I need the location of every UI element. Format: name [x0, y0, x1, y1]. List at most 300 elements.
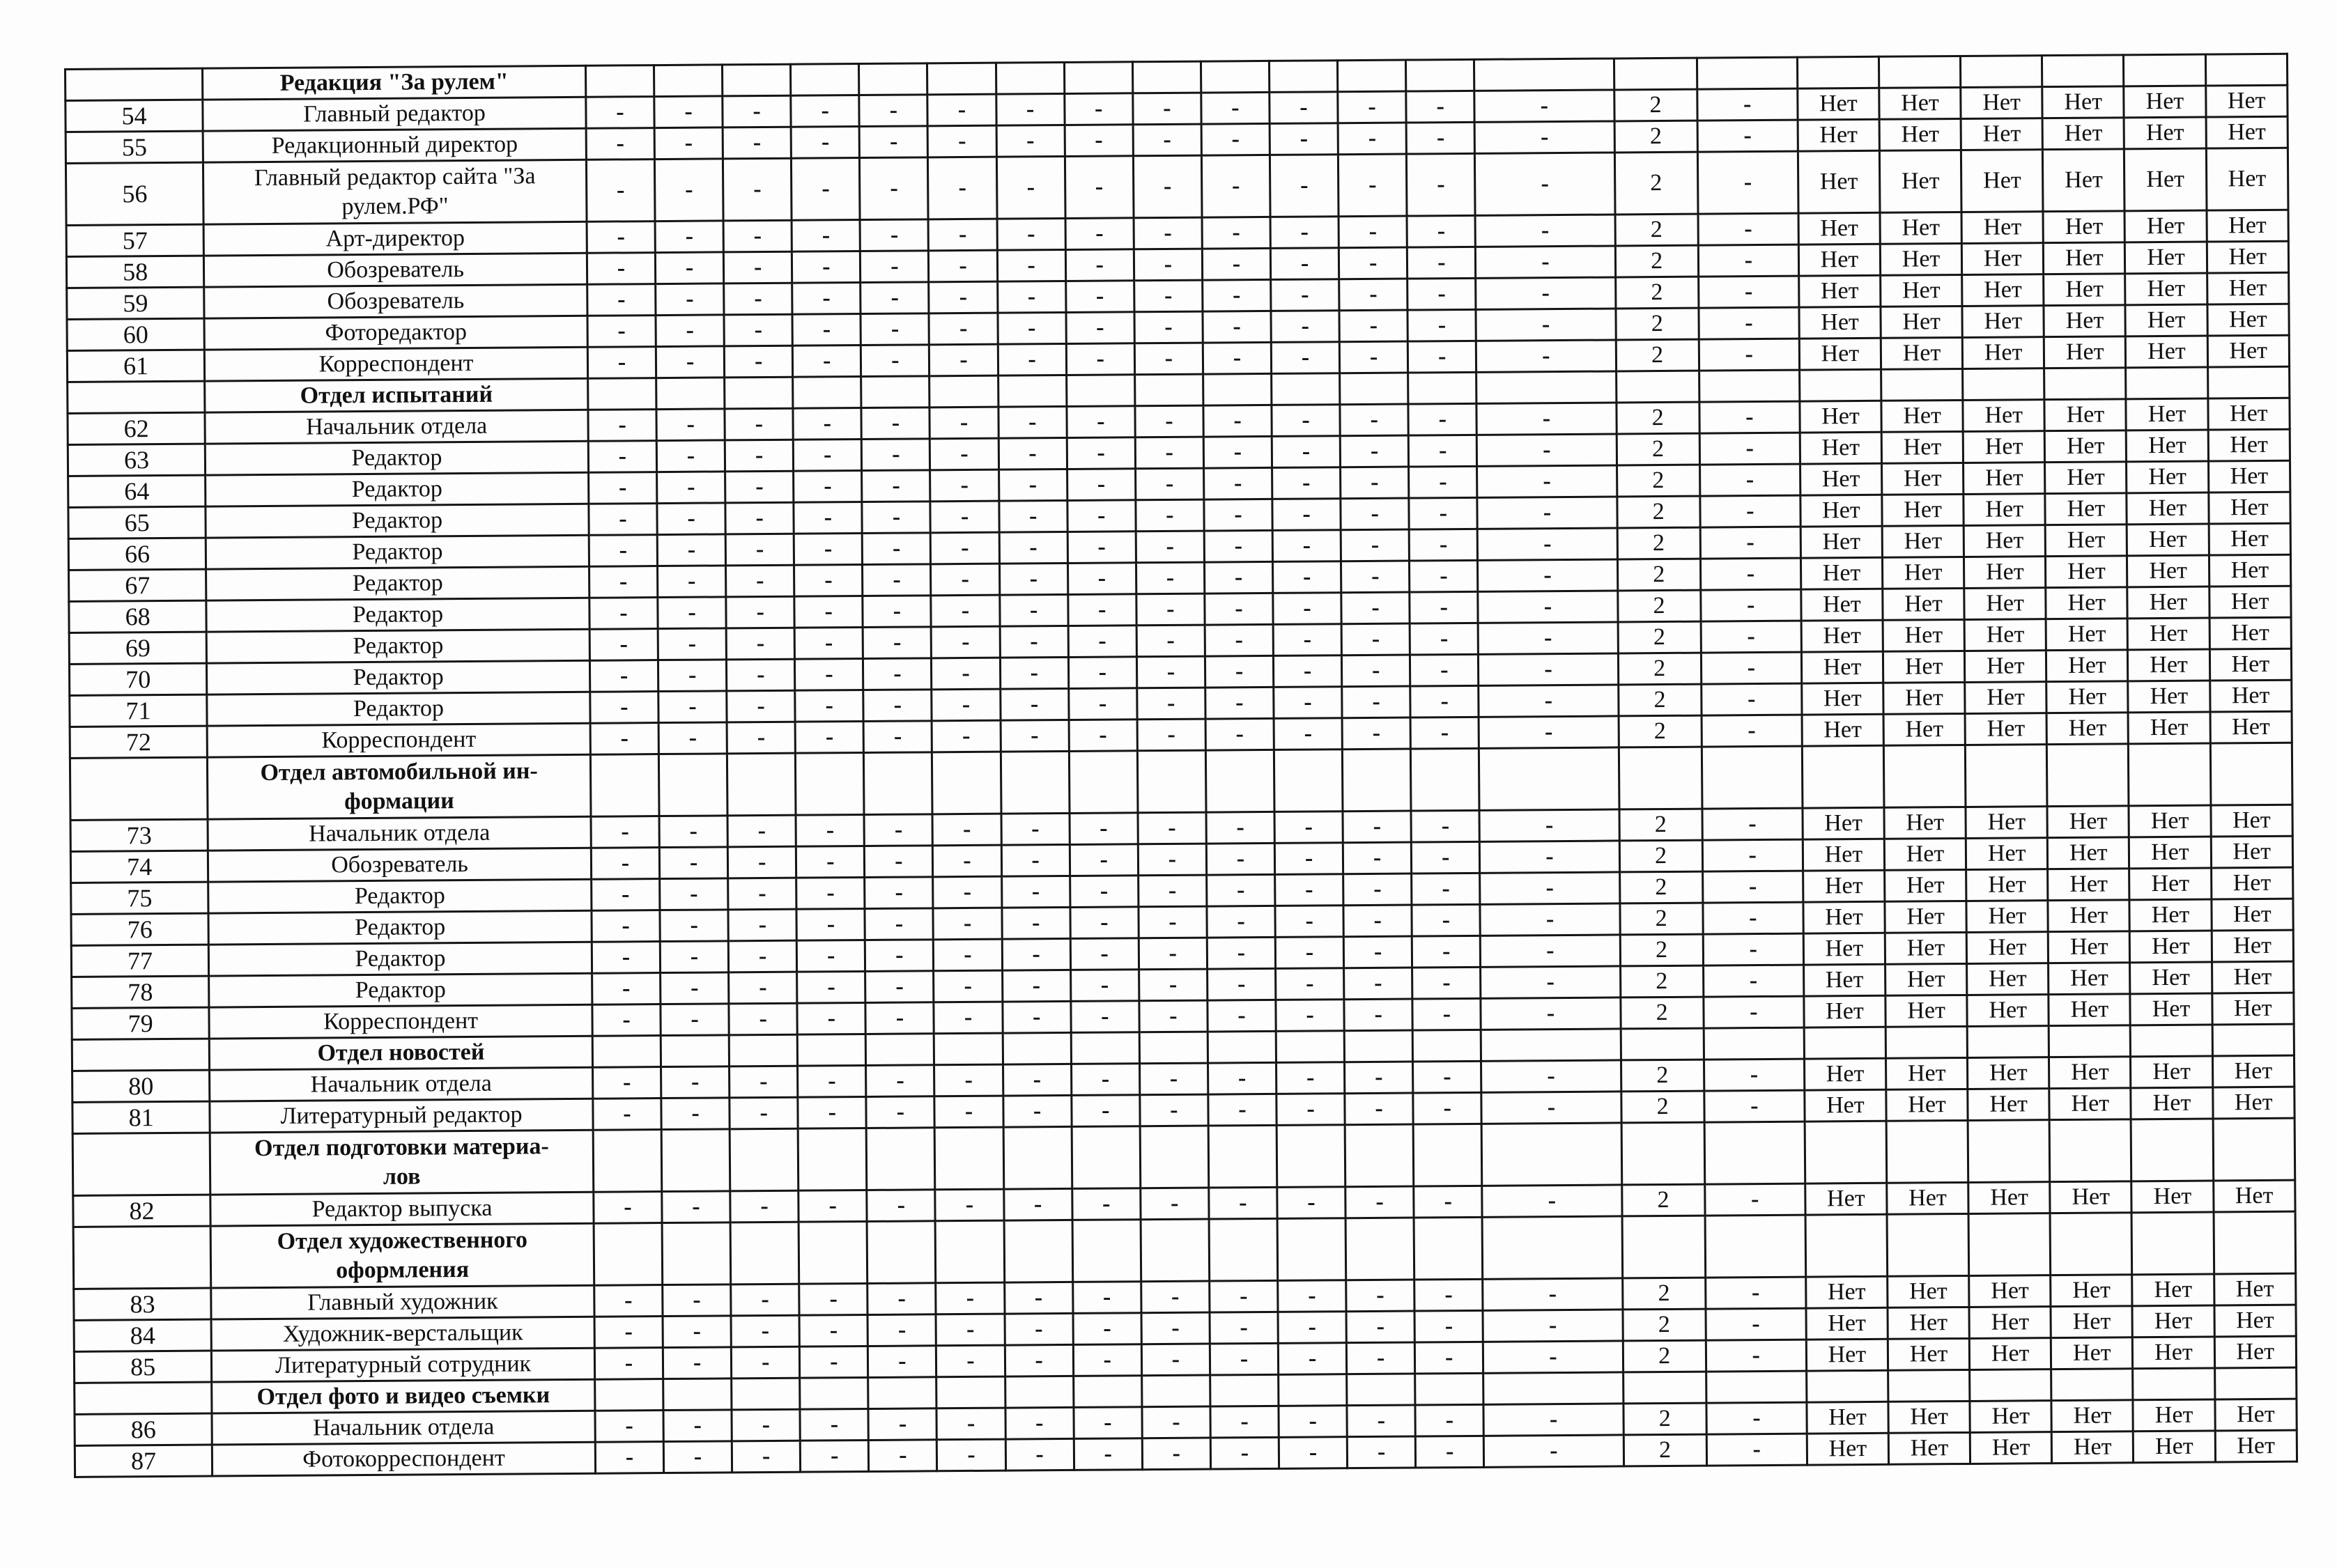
net-cell: Нет: [2128, 712, 2209, 744]
net-cell: Нет: [1879, 87, 1961, 119]
row-number-cell: 54: [65, 100, 203, 132]
dash-cell: -: [1001, 876, 1070, 908]
dash-cell: -: [730, 1097, 798, 1129]
dash-cell: -: [663, 1316, 731, 1348]
net-cell: Нет: [1965, 713, 2046, 745]
net-cell: [2212, 1024, 2294, 1056]
dash-cell: -: [1343, 874, 1412, 906]
row-number-cell: [65, 68, 203, 100]
dash-cell: -: [732, 1409, 800, 1441]
dash-cell: -: [1134, 280, 1202, 312]
net-cell: Нет: [1883, 713, 1965, 745]
dash-cell: -: [586, 97, 654, 129]
dash-cell: -: [867, 1314, 936, 1346]
dash-cell: -: [1704, 996, 1804, 1028]
dash-cell: [1479, 747, 1619, 810]
net-cell: Нет: [1882, 463, 1964, 495]
row-number-cell: 78: [72, 976, 210, 1008]
dash-cell: -: [1410, 591, 1478, 623]
dash-cell: -: [725, 408, 793, 440]
position-name-cell: Начальник отдела: [208, 816, 591, 851]
dash-cell: -: [1003, 1188, 1072, 1220]
dash-cell: -: [730, 1190, 799, 1222]
dash-cell: -: [1479, 685, 1619, 717]
section-title-line: Отдел подготовки материа-: [254, 1133, 549, 1162]
dash-cell: -: [1408, 435, 1476, 467]
dash-cell: -: [998, 406, 1067, 438]
net-cell: Нет: [1885, 963, 1967, 995]
dash-cell: [1072, 1126, 1141, 1189]
class-value-cell: 2: [1619, 871, 1702, 903]
dash-cell: -: [1208, 1062, 1276, 1094]
class-value-cell: 2: [1621, 1184, 1704, 1216]
dash-cell: -: [1141, 1188, 1209, 1220]
net-cell: Нет: [2050, 1181, 2131, 1213]
net-cell: Нет: [1886, 1057, 1968, 1089]
position-name-cell: Редактор: [206, 598, 589, 632]
net-cell: [2214, 1367, 2297, 1399]
dash-cell: -: [1408, 403, 1476, 435]
net-cell: Нет: [2124, 86, 2205, 118]
dash-cell: -: [996, 125, 1065, 157]
net-cell: Нет: [2207, 398, 2290, 430]
class-value-cell: 2: [1620, 934, 1703, 966]
net-cell: Нет: [1800, 401, 1881, 433]
net-cell: [1885, 1026, 1967, 1058]
net-cell: [2049, 1119, 2131, 1182]
net-cell: Нет: [2051, 1337, 2133, 1369]
class-value-cell: 2: [1623, 1434, 1706, 1466]
dash-cell: -: [1412, 967, 1481, 999]
dash-cell: -: [1338, 123, 1406, 155]
dash-cell: -: [1005, 1344, 1073, 1376]
dash-cell: -: [1702, 839, 1803, 871]
net-cell: Нет: [1884, 807, 1966, 839]
dash-cell: -: [594, 1317, 663, 1349]
net-cell: [2124, 54, 2205, 86]
net-cell: Нет: [2212, 961, 2294, 993]
dash-cell: -: [1070, 876, 1138, 908]
dash-cell: -: [1476, 340, 1617, 372]
dash-cell: -: [723, 158, 792, 221]
dash-cell: -: [725, 440, 793, 472]
net-cell: Нет: [1881, 431, 1963, 463]
net-cell: Нет: [1800, 463, 1881, 495]
dash-cell: [1408, 372, 1476, 404]
dash-cell: [1004, 1220, 1073, 1282]
row-number-cell: 74: [70, 851, 208, 883]
dash-cell: -: [800, 1346, 868, 1378]
net-cell: Нет: [2129, 899, 2211, 931]
dash-cell: -: [655, 252, 723, 284]
dash-cell: -: [1069, 720, 1137, 752]
net-cell: Нет: [2212, 1087, 2294, 1119]
dash-cell: -: [1068, 657, 1136, 689]
dash-cell: -: [1701, 621, 1801, 653]
dash-cell: [932, 752, 1001, 814]
dash-cell: [1140, 1126, 1209, 1188]
dash-cell: -: [1414, 1279, 1483, 1311]
net-cell: Нет: [1803, 901, 1885, 933]
dash-cell: -: [1005, 1313, 1073, 1345]
dash-cell: -: [594, 1348, 663, 1380]
net-cell: Нет: [2208, 429, 2290, 461]
row-number-cell: 81: [72, 1101, 210, 1133]
dash-cell: [1474, 59, 1614, 91]
dash-cell: -: [1072, 1095, 1140, 1127]
dash-cell: -: [864, 814, 932, 846]
dash-cell: -: [1414, 1310, 1483, 1342]
dash-cell: -: [865, 1002, 934, 1034]
dash-cell: -: [1340, 404, 1408, 436]
dash-cell: -: [1339, 154, 1407, 217]
net-cell: Нет: [2049, 963, 2130, 995]
net-cell: Нет: [1883, 557, 1964, 589]
dash-cell: -: [936, 1282, 1004, 1314]
dash-cell: -: [930, 501, 998, 533]
net-cell: Нет: [2046, 650, 2128, 682]
row-number-cell: [70, 757, 208, 820]
dash-cell: -: [727, 722, 795, 754]
net-cell: Нет: [2128, 681, 2209, 713]
net-cell: [1879, 56, 1960, 88]
dash-cell: -: [1700, 495, 1800, 527]
row-number-cell: 65: [68, 506, 206, 538]
dash-cell: [1704, 1027, 1804, 1059]
dash-cell: [1406, 59, 1474, 91]
dash-cell: -: [658, 691, 727, 723]
dash-cell: -: [1067, 500, 1136, 532]
dash-cell: -: [1070, 938, 1139, 970]
net-cell: Нет: [2212, 993, 2294, 1025]
dash-cell: -: [794, 628, 863, 660]
net-cell: Нет: [2130, 993, 2212, 1025]
net-cell: Нет: [1969, 1338, 2051, 1370]
dash-cell: [1203, 373, 1272, 405]
dash-cell: -: [728, 878, 796, 910]
dash-cell: -: [1134, 217, 1202, 249]
net-cell: Нет: [2049, 994, 2130, 1026]
dash-cell: -: [663, 1284, 731, 1317]
dash-cell: -: [1341, 529, 1409, 561]
dash-cell: -: [1002, 970, 1070, 1002]
net-cell: Нет: [1965, 651, 2046, 683]
dash-cell: -: [1270, 155, 1339, 217]
net-cell: Нет: [2129, 837, 2211, 869]
dash-cell: -: [932, 720, 1001, 752]
net-cell: Нет: [1970, 1432, 2051, 1464]
dash-cell: -: [589, 566, 657, 598]
net-cell: Нет: [1803, 964, 1885, 996]
class-value-cell: 2: [1614, 89, 1697, 121]
dash-cell: [663, 1379, 732, 1411]
net-cell: Нет: [1883, 651, 1964, 683]
dash-cell: -: [1480, 903, 1620, 936]
net-cell: Нет: [2125, 304, 2207, 336]
net-cell: Нет: [1802, 714, 1883, 746]
net-cell: Нет: [2048, 900, 2129, 932]
dash-cell: [654, 65, 723, 97]
net-cell: Нет: [1882, 525, 1964, 557]
dash-cell: -: [654, 159, 723, 222]
net-cell: Нет: [2212, 930, 2294, 962]
dash-cell: -: [794, 502, 862, 534]
row-number-cell: 77: [71, 945, 209, 977]
dash-cell: -: [1065, 249, 1134, 281]
dash-cell: -: [1699, 401, 1800, 433]
dash-cell: -: [1339, 341, 1407, 373]
dash-cell: -: [1071, 1001, 1139, 1033]
net-cell: Нет: [2131, 1181, 2213, 1213]
dash-cell: -: [1406, 91, 1474, 123]
dash-cell: -: [793, 346, 861, 378]
class-value-cell: 2: [1623, 1340, 1706, 1372]
dash-cell: -: [936, 1345, 1005, 1377]
dash-cell: -: [1480, 841, 1620, 873]
dash-cell: -: [590, 723, 658, 755]
class-value-cell: 2: [1618, 621, 1701, 653]
net-cell: [2132, 1212, 2214, 1275]
dash-cell: -: [1340, 435, 1408, 467]
dash-cell: -: [1202, 217, 1270, 249]
net-cell: Нет: [2125, 273, 2207, 305]
dash-cell: -: [1342, 655, 1410, 687]
net-cell: Нет: [2046, 556, 2127, 588]
dash-cell: [723, 64, 791, 96]
dash-cell: [1141, 1375, 1210, 1407]
dash-cell: -: [860, 219, 928, 251]
dash-cell: -: [1342, 686, 1410, 718]
dash-cell: [866, 1034, 934, 1066]
net-cell: Нет: [1961, 212, 2043, 244]
dash-cell: -: [861, 313, 929, 346]
row-number-cell: 86: [75, 1413, 213, 1445]
dash-cell: -: [592, 1067, 661, 1099]
dash-cell: [936, 1376, 1005, 1408]
dash-cell: -: [1407, 278, 1476, 310]
dash-cell: -: [1483, 1278, 1623, 1310]
dash-cell: -: [1346, 1342, 1414, 1374]
dash-cell: -: [663, 1441, 732, 1473]
dash-cell: -: [1407, 215, 1475, 247]
dash-cell: -: [661, 1066, 730, 1099]
dash-cell: -: [937, 1439, 1005, 1471]
dash-cell: -: [1005, 1438, 1074, 1470]
dash-cell: -: [862, 470, 930, 502]
net-cell: Нет: [2042, 118, 2124, 150]
net-cell: Нет: [1962, 243, 2044, 275]
position-name-cell: Редактор: [206, 535, 589, 569]
dash-cell: -: [1703, 902, 1803, 934]
row-number-cell: 67: [69, 569, 207, 601]
dash-cell: [1064, 62, 1132, 94]
dash-cell: -: [1697, 120, 1798, 152]
dash-cell: -: [658, 597, 726, 629]
net-cell: Нет: [1887, 1182, 1968, 1214]
dash-cell: -: [1481, 1060, 1621, 1092]
dash-cell: -: [934, 970, 1002, 1002]
position-name-cell: Главный редактор сайта "За рулем.РФ": [203, 160, 587, 224]
net-cell: Нет: [1807, 1433, 1888, 1465]
row-number-cell: [72, 1039, 210, 1071]
dash-cell: -: [1139, 938, 1207, 970]
dash-cell: [1476, 371, 1617, 403]
dash-cell: -: [1273, 593, 1341, 625]
class-value-cell: 2: [1620, 965, 1703, 998]
net-cell: [1887, 1213, 1969, 1276]
dash-cell: [1210, 1374, 1279, 1406]
class-value-cell: [1619, 747, 1702, 809]
net-cell: Нет: [2207, 335, 2290, 367]
net-cell: Нет: [2044, 242, 2125, 274]
dash-cell: -: [1409, 529, 1477, 561]
dash-cell: [1483, 1372, 1623, 1404]
dash-cell: -: [586, 160, 655, 222]
class-value-cell: 2: [1620, 997, 1703, 1029]
dash-cell: -: [656, 284, 724, 316]
net-cell: [2131, 1119, 2214, 1181]
dash-cell: -: [1412, 998, 1481, 1030]
dash-cell: -: [1138, 875, 1206, 907]
net-cell: [2126, 367, 2207, 399]
dash-cell: -: [1410, 717, 1479, 749]
dash-cell: -: [1346, 1311, 1414, 1343]
net-cell: [1966, 745, 2048, 807]
dash-cell: -: [1067, 469, 1135, 501]
net-cell: [2133, 1368, 2214, 1400]
dash-cell: [1342, 749, 1411, 812]
class-value-cell: [1623, 1372, 1706, 1404]
class-value-cell: 2: [1615, 277, 1698, 309]
dash-cell: -: [932, 689, 1000, 721]
net-cell: Нет: [1804, 1058, 1885, 1090]
dash-cell: [730, 1128, 799, 1191]
dash-cell: -: [929, 250, 997, 282]
dash-cell: [791, 64, 859, 96]
net-cell: Нет: [2211, 867, 2293, 899]
net-cell: Нет: [2128, 618, 2209, 650]
dash-cell: -: [861, 282, 929, 314]
dash-cell: -: [1481, 935, 1621, 967]
dash-cell: -: [1698, 276, 1798, 308]
dash-cell: -: [1414, 1186, 1482, 1218]
dash-cell: -: [657, 503, 725, 535]
dash-cell: [1412, 1030, 1481, 1062]
position-name-cell: Обозреватель: [208, 848, 592, 882]
net-cell: Нет: [1964, 494, 2045, 526]
dash-cell: -: [1277, 1094, 1345, 1126]
net-cell: Нет: [1807, 1402, 1888, 1434]
net-cell: [1883, 745, 1966, 807]
dash-cell: -: [661, 1098, 730, 1130]
dash-cell: -: [728, 940, 796, 972]
class-value-cell: 2: [1617, 590, 1700, 622]
dash-cell: -: [1481, 966, 1621, 998]
net-cell: Нет: [1880, 243, 1961, 275]
dash-cell: -: [1204, 561, 1272, 593]
net-cell: Нет: [2051, 1306, 2132, 1338]
section-title-line: лов: [383, 1163, 421, 1190]
dash-cell: -: [1478, 622, 1618, 654]
dash-cell: -: [1204, 499, 1272, 531]
dash-cell: -: [1481, 998, 1621, 1030]
dash-cell: -: [1274, 718, 1342, 750]
dash-cell: -: [1698, 244, 1798, 277]
dash-cell: [867, 1128, 936, 1190]
section-title-line: Отдел автомобильной ин-: [260, 758, 538, 786]
dash-cell: -: [1068, 688, 1136, 720]
dash-cell: -: [934, 939, 1002, 971]
row-number-cell: [75, 1382, 213, 1414]
net-cell: Нет: [2131, 1087, 2212, 1119]
net-cell: Нет: [2208, 460, 2290, 492]
dash-cell: -: [794, 534, 862, 566]
dash-cell: [593, 1130, 662, 1193]
position-name-cell: Фоторедактор: [204, 316, 587, 350]
dash-cell: -: [727, 846, 796, 878]
net-cell: Нет: [2051, 1275, 2132, 1307]
row-number-cell: [68, 381, 206, 413]
dash-cell: -: [1339, 247, 1407, 279]
dash-cell: -: [1276, 1000, 1344, 1032]
dash-cell: -: [801, 1440, 869, 1472]
net-cell: Нет: [2209, 649, 2292, 681]
dash-cell: -: [1702, 808, 1803, 840]
dash-cell: -: [1479, 653, 1619, 685]
dash-cell: [1345, 1124, 1414, 1187]
dash-cell: -: [1698, 213, 1798, 245]
net-cell: [1970, 1369, 2051, 1402]
row-number-cell: 76: [71, 913, 209, 945]
dash-cell: [1208, 1125, 1277, 1188]
net-cell: Нет: [1798, 88, 1879, 120]
net-cell: Нет: [1966, 838, 2047, 870]
dash-cell: -: [1208, 1094, 1277, 1126]
dash-cell: [1340, 373, 1408, 405]
net-cell: Нет: [1886, 1089, 1968, 1121]
dash-cell: -: [1703, 965, 1803, 997]
dash-cell: [1003, 1032, 1071, 1064]
dash-cell: -: [592, 973, 661, 1005]
net-cell: Нет: [2046, 681, 2128, 713]
row-number-cell: 58: [66, 256, 204, 288]
dash-cell: -: [1701, 589, 1801, 621]
dash-cell: -: [657, 472, 725, 504]
dash-cell: [725, 377, 793, 409]
position-name-cell: Корреспондент: [209, 1004, 592, 1039]
dash-cell: -: [1070, 970, 1139, 1002]
dash-cell: -: [866, 1096, 934, 1128]
dash-cell: -: [1000, 657, 1068, 689]
dash-cell: -: [663, 1410, 732, 1442]
net-cell: Нет: [2124, 148, 2207, 211]
net-cell: Нет: [1805, 1183, 1887, 1215]
dash-cell: -: [1477, 434, 1617, 466]
net-cell: Нет: [2209, 680, 2292, 712]
dash-cell: -: [1415, 1404, 1483, 1436]
dash-cell: -: [1271, 342, 1339, 374]
dash-cell: -: [929, 219, 997, 251]
class-value-cell: 2: [1617, 433, 1699, 465]
dash-cell: -: [1141, 1344, 1210, 1376]
net-cell: Нет: [1965, 682, 2046, 714]
net-cell: Нет: [2126, 336, 2207, 368]
dash-cell: -: [936, 1408, 1005, 1440]
net-cell: Нет: [2127, 430, 2208, 462]
net-cell: Нет: [2209, 586, 2291, 618]
dash-cell: [1706, 1371, 1806, 1403]
dash-cell: [1209, 1218, 1278, 1281]
